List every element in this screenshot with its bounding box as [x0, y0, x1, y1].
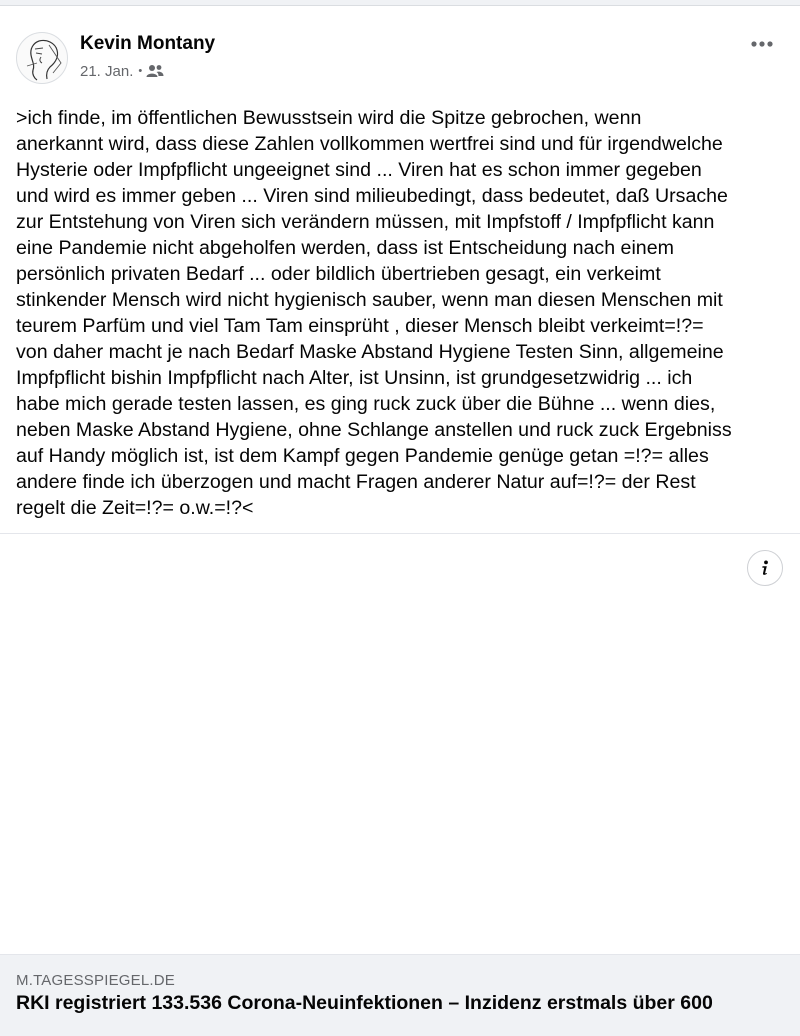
post-text: >ich finde, im öffentlichen Bewusstsein wird die Spitze gebrochen, wenn anerkannt wird, dass diese Zahlen vollkommen wertfrei sind und für irgendwelche Hysterie oder Impfpflicht ungeeignet sind ... Viren hat es schon immer gegeben und wird es immer geben ... Viren sind milieubedingt, dass bedeutet, daß Ursache zur Entstehung von Viren sich verändern müssen, mit Impfstoff / Impfpflicht kann eine Pandemie nicht abgeholfen werden, dass ist Entscheidung nach einem persönlich privaten Bedarf ... oder bildlich übertrieben gesagt, ein verkeimt stinkender Mensch wird nicht hygienisch sauber, wenn man diesen Menschen mit teurem Parfüm und viel Tam Tam einsprüht , dieser Mensch bleibt verkeimt=!?= von daher macht je nach Bedarf Maske Abstand Hygiene Testen Sinn, allgemeine Impfpflicht bishin Impfpflicht nach Alter, ist Unsinn, ist grundgesetzwidrig ... ich habe mich gerade testen lassen, es ging ruck zuck über die Bühne ... wenn dies, neben Maske Abstand Hygiene, ohne Schlange anstellen und ruck zuck Ergebniss auf Handy möglich ist, ist dem Kampf gegen Pandemie genüge getan =!?= alles andere finde ich überzogen und macht Fragen anderer Natur auf=!?= der Rest regelt die Zeit=!?= o.w.=!?<	[16, 107, 732, 519]
avatar-sketch-icon	[17, 33, 68, 84]
link-domain: M.TAGESSPIEGEL.DE	[16, 972, 175, 989]
info-icon	[758, 560, 772, 576]
link-card[interactable]	[0, 954, 800, 1036]
friends-icon[interactable]	[146, 64, 164, 78]
top-separator	[0, 0, 800, 6]
author-name[interactable]: Kevin Montany	[80, 33, 216, 54]
post-meta	[80, 62, 164, 80]
avatar[interactable]	[16, 32, 68, 84]
link-title[interactable]: RKI registriert 133.536 Corona-Neuinfektionen – Inzidenz erstmals über 600	[16, 992, 713, 1014]
meta-separator: •	[138, 65, 143, 77]
link-preview-image[interactable]	[0, 534, 800, 954]
more-horizontal-icon	[751, 41, 773, 47]
post-date[interactable]: 21. Jan.	[80, 62, 134, 80]
post-header	[16, 30, 786, 90]
more-options-button[interactable]	[746, 34, 778, 54]
info-button[interactable]	[747, 550, 783, 586]
